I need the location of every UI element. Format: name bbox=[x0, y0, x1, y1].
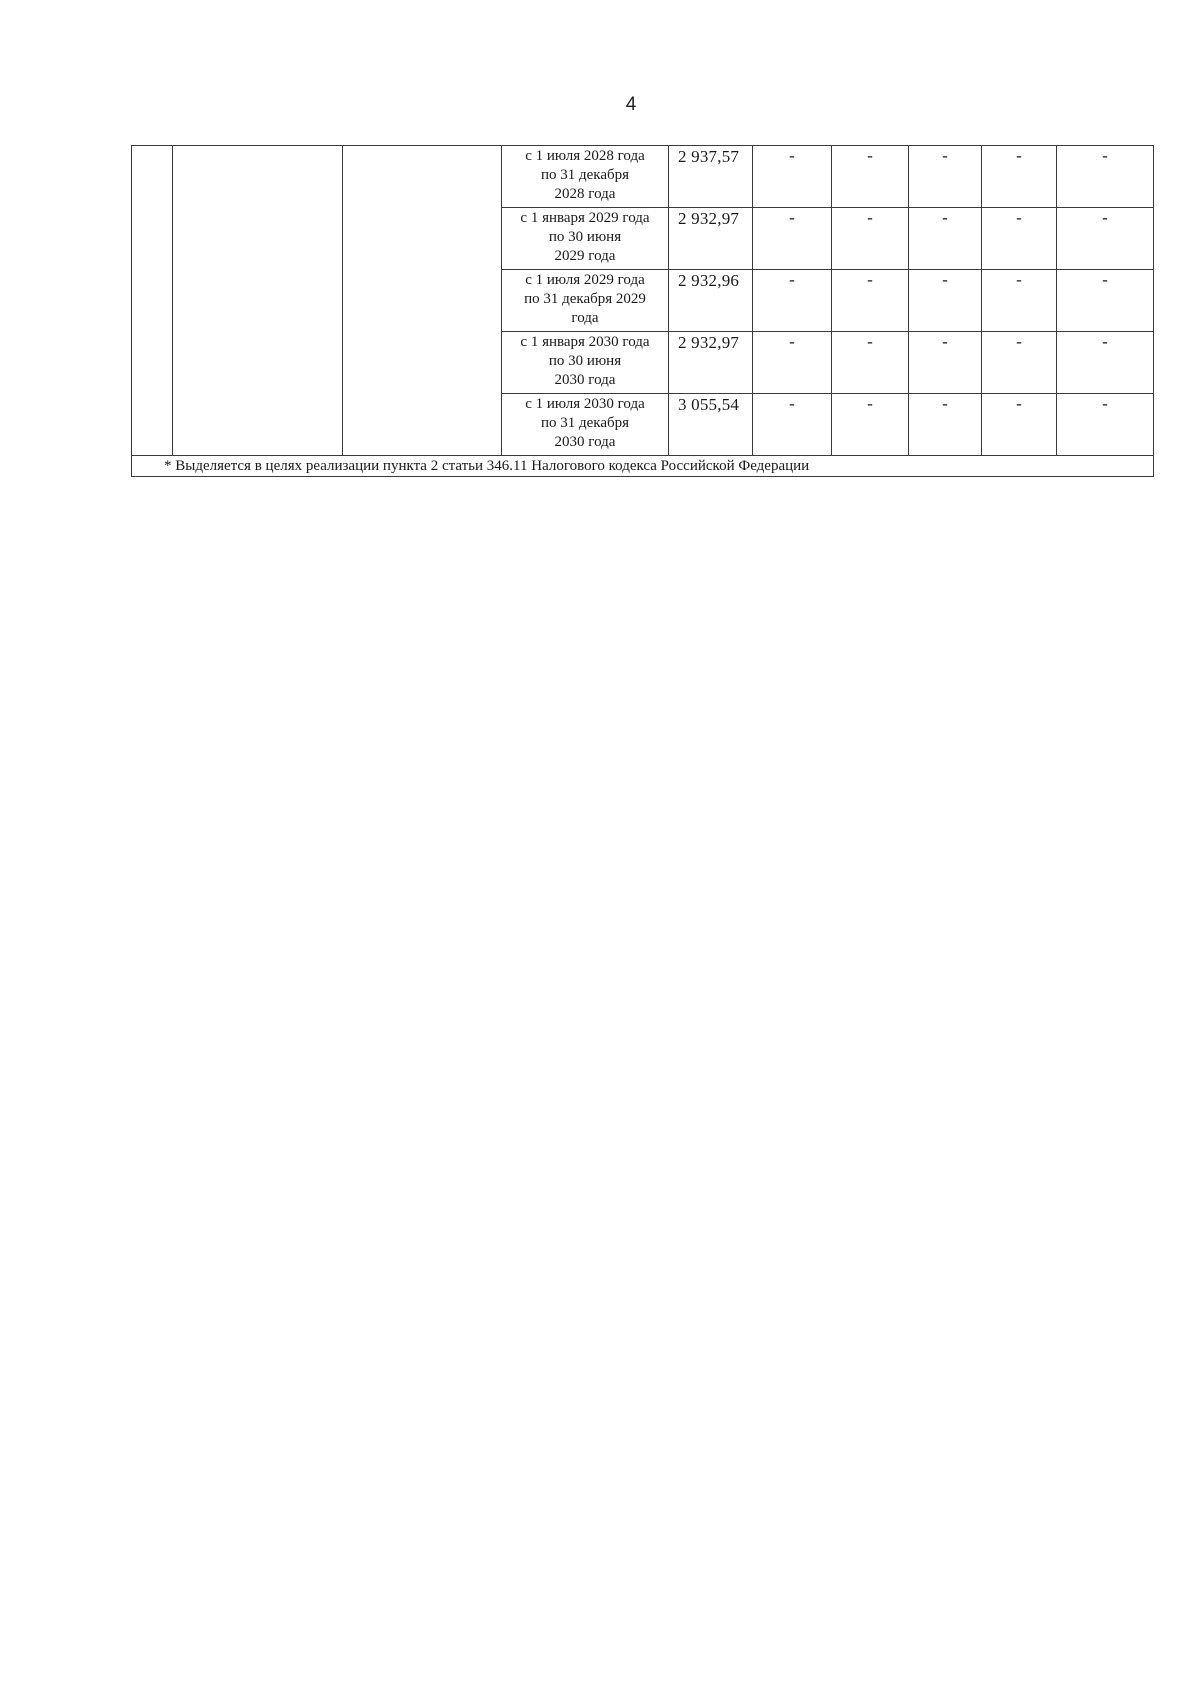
page-number: 4 bbox=[625, 94, 637, 115]
period-line: 2029 года bbox=[554, 248, 616, 264]
dash-cell: - bbox=[832, 270, 909, 332]
tariff-value: 2 932,96 bbox=[669, 270, 753, 332]
dash-cell: - bbox=[982, 208, 1057, 270]
dash-cell: - bbox=[753, 394, 832, 456]
dash-cell: - bbox=[982, 394, 1057, 456]
dash-cell: - bbox=[832, 332, 909, 394]
period-line: по 31 декабря bbox=[540, 415, 630, 431]
dash-cell: - bbox=[909, 270, 982, 332]
period-line: с 1 января 2030 года bbox=[520, 334, 650, 350]
period-line: по 30 июня bbox=[548, 229, 622, 245]
dash-cell: - bbox=[909, 332, 982, 394]
dash-cell: - bbox=[1057, 332, 1154, 394]
period-line: по 31 декабря 2029 bbox=[524, 291, 646, 307]
table-row bbox=[132, 146, 1154, 208]
period-line: с 1 июля 2029 года bbox=[525, 272, 645, 288]
dash-cell: - bbox=[753, 332, 832, 394]
dash-cell: - bbox=[909, 394, 982, 456]
dash-cell: - bbox=[1057, 394, 1154, 456]
dash-cell: - bbox=[753, 208, 832, 270]
period-line: с 1 июля 2030 года bbox=[525, 396, 645, 412]
period-line: по 31 декабря bbox=[540, 167, 630, 183]
dash-cell: - bbox=[753, 270, 832, 332]
empty-cell-organization bbox=[173, 146, 343, 456]
tariff-value: 3 055,54 bbox=[669, 394, 753, 456]
period-line: 2028 года bbox=[554, 186, 616, 202]
empty-cell-number bbox=[132, 146, 173, 456]
period-line: года bbox=[571, 310, 599, 326]
dash-cell: - bbox=[982, 270, 1057, 332]
period-cell bbox=[502, 146, 669, 208]
period-cell bbox=[502, 270, 669, 332]
dash-cell: - bbox=[832, 146, 909, 208]
dash-cell: - bbox=[982, 332, 1057, 394]
dash-cell: - bbox=[832, 208, 909, 270]
period-cell bbox=[502, 208, 669, 270]
dash-cell: - bbox=[753, 146, 832, 208]
footnote: * Выделяется в целях реализации пункта 2 статьи 346.11 Налогового кодекса Российской Федерации bbox=[132, 456, 1154, 477]
dash-cell: - bbox=[909, 208, 982, 270]
dash-cell: - bbox=[909, 146, 982, 208]
period-line: с 1 июля 2028 года bbox=[525, 148, 645, 164]
dash-cell: - bbox=[1057, 208, 1154, 270]
period-line: 2030 года bbox=[554, 434, 616, 450]
tariff-value: 2 932,97 bbox=[669, 208, 753, 270]
period-line: по 30 июня bbox=[548, 353, 622, 369]
tariff-value: 2 937,57 bbox=[669, 146, 753, 208]
period-cell bbox=[502, 332, 669, 394]
tariff-value: 2 932,97 bbox=[669, 332, 753, 394]
dash-cell: - bbox=[832, 394, 909, 456]
dash-cell: - bbox=[1057, 270, 1154, 332]
footnote-row bbox=[132, 456, 1154, 477]
tariff-table bbox=[131, 145, 1154, 477]
empty-cell-type bbox=[343, 146, 502, 456]
dash-cell: - bbox=[982, 146, 1057, 208]
period-cell bbox=[502, 394, 669, 456]
dash-cell: - bbox=[1057, 146, 1154, 208]
period-line: 2030 года bbox=[554, 372, 616, 388]
period-line: с 1 января 2029 года bbox=[520, 210, 650, 226]
